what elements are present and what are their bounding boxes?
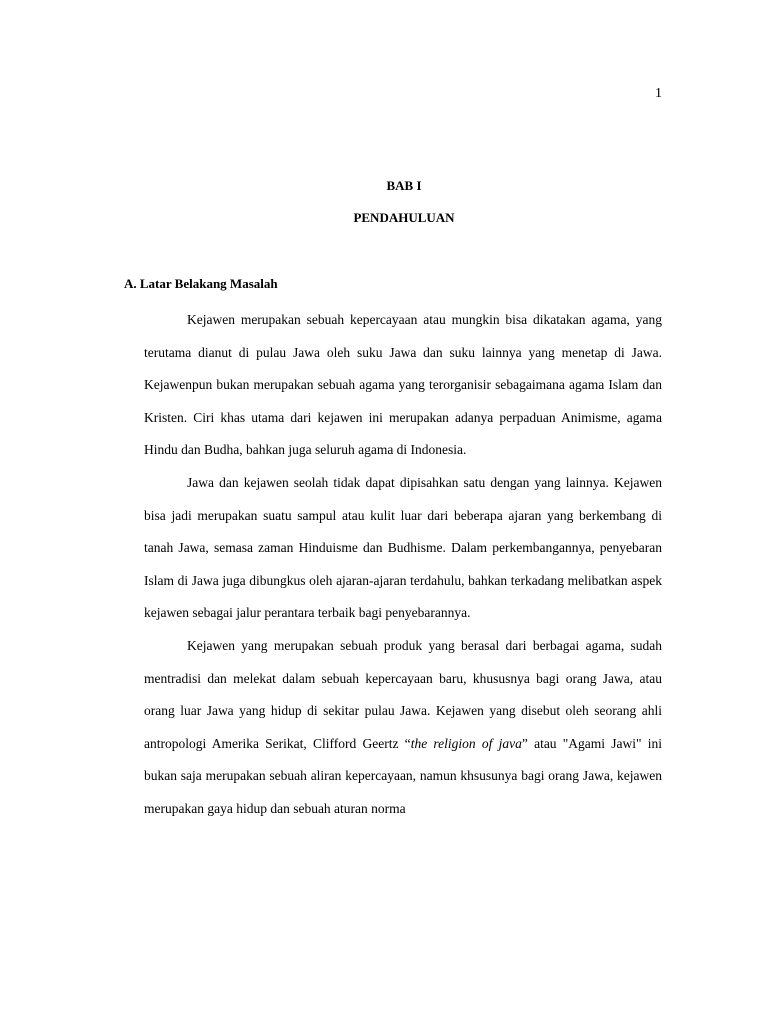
paragraph-2: Jawa dan kejawen seolah tidak dapat dipisahkan satu dengan yang lainnya. Kejawen bisa jadi merupakan suatu sampul atau kulit luar dari beberapa ajaran yang berkembang di tanah Jawa, semasa zaman Hinduisme dan Budhisme. Dalam perkembangannya, penyebaran Islam di Jawa juga dibungkus oleh ajaran-ajaran terdahulu, bahkan terkadang melibatkan aspek kejawen sebagai jalur perantara terbaik bagi penyebarannya. (144, 474, 662, 621)
paragraph-3-text-end: ” atau "Agami Jawi" ini bukan saja merupakan sebuah aliran kepercayaan, namun khsusunya bagi orang Jawa, kejawen merupakan gaya hidup dan sebuah aturan norma (144, 735, 662, 816)
paragraph-3-italic-phrase: the religion of java (410, 735, 522, 751)
section-heading: A. Latar Belakang Masalah (124, 276, 278, 291)
chapter-title: PENDAHULUAN (353, 210, 455, 225)
paragraph-1: Kejawen merupakan sebuah kepercayaan atau mungkin bisa dikatakan agama, yang terutama dianut di pulau Jawa oleh suku Jawa dan suku lainnya yang menetap di Jawa. Kejawenpun bukan merupakan sebuah agama yang terorganisir sebagaimana agama Islam dan Kristen. Ciri khas utama dari kejawen ini merupakan adanya perpaduan Animisme, agama Hindu dan Budha, bahkan juga seluruh agama di Indonesia. (144, 312, 662, 458)
paragraph-3 (144, 630, 662, 826)
page-number: 1 (655, 86, 662, 101)
paragraph-3-text-start: Kejawen yang merupakan sebuah produk yang berasal dari berbagai agama, sudah mentradisi dan melekat dalam sebuah kepercayaan baru, khususnya bagi orang Jawa, atau orang luar Jawa yang hidup di sekitar pulau Jawa. Kejawen yang disebut oleh seorang ahli antropologi Amerika Serikat, Clifford Geertz “ (144, 637, 662, 751)
body-text (144, 304, 662, 826)
chapter-label: BAB I (386, 178, 422, 193)
